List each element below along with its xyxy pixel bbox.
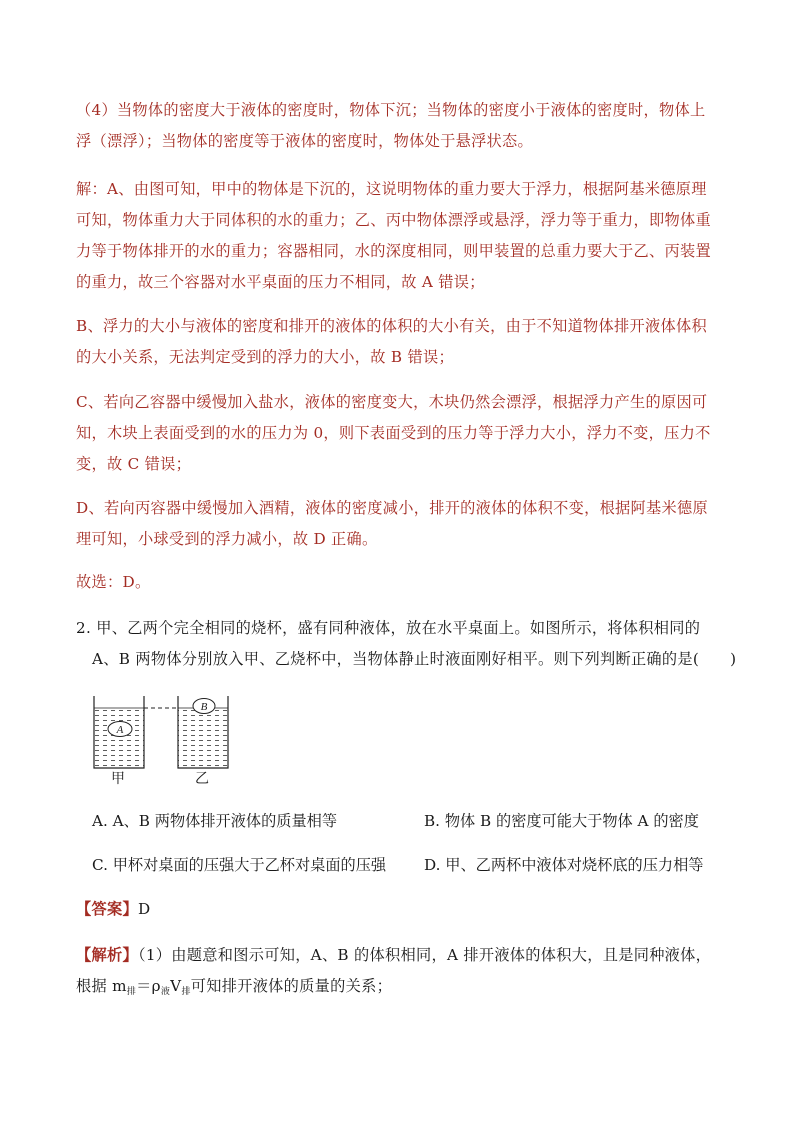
analysis-line-2: 根据 $m_排=\rho_液V_排$可知排开液体的质量的关系； [76, 977, 393, 997]
text-line: 变，故 C 错误； [76, 455, 192, 473]
text-line: 知，木块上表面受到的水的压力为 0，则下表面受到的压力等于浮力大小，浮力不变，压力不 [76, 424, 711, 442]
text-line: 浮（漂浮）；当物体的密度等于液体的密度时，物体处于悬浮状态。 [76, 132, 534, 150]
text-line: 力等于物体排开的水的重力；容器相同，水的深度相同，则甲装置的总重力要大于乙、丙装置 [76, 242, 711, 260]
option-b: B. 物体 B 的密度可能大于物体 A 的密度 [424, 812, 699, 830]
option-c: C. 甲杯对桌面的压强大于乙杯对桌面的压强 [92, 856, 387, 874]
analysis-block [76, 940, 726, 1008]
analysis-line-1: （1）由题意和图示可知，A、B 的体积相同，A 排开液体的体积大，且是同种液体， [137, 946, 712, 964]
answer-value: D [137, 900, 151, 918]
explanation-paragraph-5 [76, 493, 726, 555]
explanation-paragraph-2 [76, 174, 726, 298]
option-d: D. 甲、乙两杯中液体对烧杯底的压力相等 [424, 856, 704, 874]
text-line: 解：A、由图可知，甲中的物体是下沉的，这说明物体的重力要大于浮力，根据阿基米德原理 [76, 180, 707, 198]
explanation-paragraph-1 [76, 95, 726, 157]
analysis-tag: 【解析】 [76, 946, 138, 964]
text-line: D、若向丙容器中缓慢加入酒精，液体的密度减小，排开的液体的体积不变，根据阿基米德原 [76, 499, 708, 517]
question-2-stem [76, 613, 737, 675]
text-line: （4）当物体的密度大于液体的密度时，物体下沉；当物体的密度小于液体的密度时，物体上 [76, 101, 706, 119]
text-line: 的大小关系，无法判定受到的浮力的大小，故 B 错误； [76, 348, 454, 366]
text-line: 可知，物体重力大于同体积的水的重力；乙、丙中物体漂浮或悬浮，浮力等于重力，即物体重 [76, 211, 711, 229]
text-line: 理可知，小球受到的浮力减小，故 D 正确。 [76, 530, 378, 548]
object-a-label: A [116, 724, 124, 736]
object-b-label: B [200, 701, 208, 713]
explanation-paragraph-3 [76, 311, 726, 373]
text-line: 的重力，故三个容器对水平桌面的压力不相同，故 A 错误； [76, 273, 485, 291]
beaker-diagram [86, 688, 246, 788]
text-line: 故选：D。 [76, 573, 151, 591]
caption-yi: 乙 [195, 771, 209, 787]
explanation-paragraph-4 [76, 387, 726, 480]
question-line: A、B 两物体分别放入甲、乙烧杯中，当物体静止时液面刚好相平。则下列判断正确的是( ) [92, 650, 737, 668]
option-a: A. A、B 两物体排开液体的质量相等 [92, 812, 338, 830]
caption-jia: 甲 [111, 771, 125, 787]
beaker-figure [86, 688, 246, 788]
explanation-conclusion [76, 567, 726, 598]
text-line: C、若向乙容器中缓慢加入盐水，液体的密度变大，木块仍然会漂浮，根据浮力产生的原因可 [76, 393, 708, 411]
answer-line [76, 894, 726, 925]
text-line: B、浮力的大小与液体的密度和排开的液体的体积的大小有关，由于不知道物体排开液体体积 [76, 317, 707, 335]
question-line: 2. 甲、乙两个完全相同的烧杯，盛有同种液体，放在水平桌面上。如图所示，将体积相同的 [76, 619, 701, 637]
answer-tag: 【答案】 [76, 900, 138, 918]
